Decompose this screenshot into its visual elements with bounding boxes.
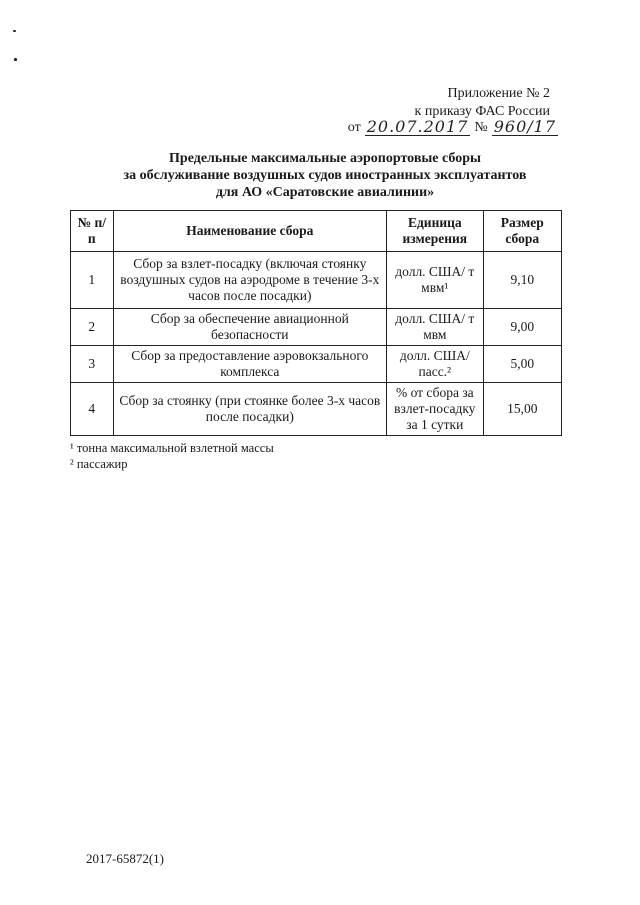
cell-size: 9,10 (483, 252, 561, 309)
cell-num: 2 (71, 309, 114, 346)
handwritten-date: 20.07.2017 (366, 117, 469, 136)
cell-name: Сбор за стоянку (при стоянке более 3-х часов после посадки) (113, 383, 387, 436)
handwritten-order-number: 960/17 (493, 117, 556, 136)
header-size: Размер сбора (483, 211, 561, 252)
scan-speck (13, 30, 16, 32)
header-num: № п/п (71, 211, 114, 252)
table-row (71, 309, 562, 346)
scan-speck (14, 58, 17, 61)
title-line-1: Предельные максимальные аэропортовые сборы (169, 151, 481, 166)
cell-unit: долл. США/ т мвм (387, 309, 483, 346)
table-header-row (71, 211, 562, 252)
cell-unit: % от сбора за взлет-посадку за 1 сутки (387, 383, 483, 436)
cell-unit: долл. США/ т мвм¹ (387, 252, 483, 309)
cell-num: 3 (71, 346, 114, 383)
cell-num: 1 (71, 252, 114, 309)
title-line-3: для АО «Саратовские авиалинии» (215, 185, 435, 200)
cell-name: Сбор за обеспечение авиационной безопасности (113, 309, 387, 346)
cell-size: 15,00 (483, 383, 561, 436)
footnote-2: ² пассажир (70, 457, 128, 471)
date-prefix: от (347, 120, 361, 135)
title-line-2: за обслуживание воздушных судов иностранных эксплуатантов (123, 168, 527, 183)
fees-table (70, 210, 562, 436)
table-row (71, 252, 562, 309)
cell-size: 5,00 (483, 346, 561, 383)
document-title (0, 150, 640, 201)
cell-name: Сбор за взлет-посадку (включая стоянку воздушных судов на аэродроме в течение 3-х часов после посадки) (113, 252, 387, 309)
header-name: Наименование сбора (113, 211, 387, 252)
table-row (71, 346, 562, 383)
order-date-number (348, 119, 558, 136)
cell-num: 4 (71, 383, 114, 436)
header-unit: Единица измерения (387, 211, 483, 252)
document-registration-number: 2017-65872(1) (86, 851, 164, 866)
appendix-number: Приложение № 2 (447, 86, 550, 101)
cell-name: Сбор за предоставление аэровокзального комплекса (113, 346, 387, 383)
table-row (71, 383, 562, 436)
order-reference: к приказу ФАС России (414, 104, 550, 119)
footnote-1: ¹ тонна максимальной взлетной массы (70, 441, 274, 455)
number-prefix: № (474, 120, 488, 135)
cell-unit: долл. США/ пасс.² (387, 346, 483, 383)
cell-size: 9,00 (483, 309, 561, 346)
